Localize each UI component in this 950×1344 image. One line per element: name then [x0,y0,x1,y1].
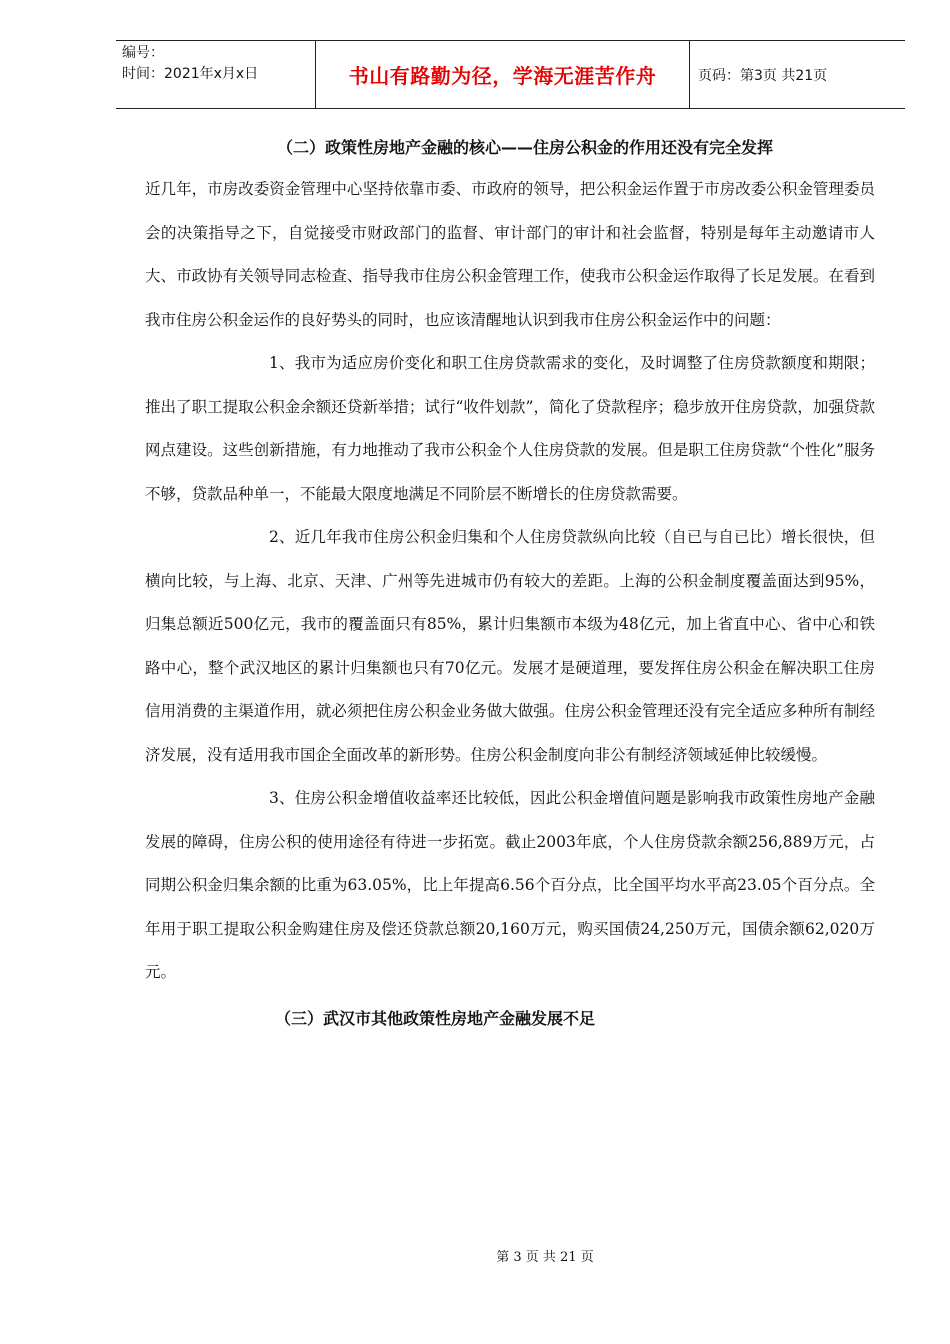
header-meta [116,41,316,108]
section-heading-2: （二）政策性房地产金融的核心——住房公积金的作用还没有完全发挥 [277,138,774,157]
number-label: 编号： [122,45,164,61]
paragraph-intro: 近几年，市房改委资金管理中心坚持依靠市委、市政府的领导，把公积金运作置于市房改委公积金管理委员会的决策指导之下，自觉接受市财政部门的监督、审计部门的审计和社会监督，特别是每年主动邀请市人大、市政协有关领导同志检查、指导我市住房公积金管理工作，使我市公积金运作取得了长足发展。在看到我市住房公积金运作的良好势头的同时，也应该清醒地认识到我市住房公积金运作中的问题： [145,180,875,329]
paragraph-2: 2、近几年我市住房公积金归集和个人住房贷款纵向比较（自已与自已比）增长很快，但横向比较，与上海、北京、天津、广州等先进城市仍有较大的差距。上海的公积金制度覆盖面达到95%，归集总额近500亿元，我市的覆盖面只有85%，累计归集额市本级为48亿元，加上省直中心、省中心和铁路中心，整个武汉地区的累计归集额也只有70亿元。发展才是硬道理，要发挥住房公积金在解决职工住房信用消费的主渠道作用，就必须把住房公积金业务做大做强。住房公积金管理还没有完全适应多种所有制经济发展，没有适用我市国企全面改革的新形势。住房公积金制度向非公有制经济领域延伸比较缓慢。 [145,528,875,764]
paragraph-3: 3、住房公积金增值收益率还比较低，因此公积金增值问题是影响我市政策性房地产金融发展的障碍，住房公积的使用途径有待进一步拓宽。截止2003年底，个人住房贷款余额256,889万元，占同期公积金归集余额的比重为63.05%，比上年提高6.56个百分点，比全国平均水平高23.05个百分点。全年用于职工提取公积金购建住房及偿还贷款总额20,160万元，购买国债24,250万元，国债余额62,020万元。 [145,789,875,981]
section-heading-3: （三）武汉市其他政策性房地产金融发展不足 [275,1008,596,1028]
motto: 书山有路勤为径，学海无涯苦作舟 [316,41,690,108]
time-label: 时间：2021年x月x日 [122,66,259,82]
document-header [116,40,905,109]
page-label: 页码：第3页 共21页 [698,67,828,84]
document-body [145,128,875,1039]
page-footer: 第 3 页 共 21 页 [496,1250,594,1265]
paragraph-1: 1、我市为适应房价变化和职工住房贷款需求的变化，及时调整了住房贷款额度和期限；推出了职工提取公积金余额还贷新举措；试行“收件划款”，简化了贷款程序；稳步放开住房贷款，加强贷款网点建设。这些创新措施，有力地推动了我市公积金个人住房贷款的发展。但是职工住房贷款“个性化”服务不够，贷款品种单一，不能最大限度地满足不同阶层不断增长的住房贷款需要。 [145,354,875,503]
